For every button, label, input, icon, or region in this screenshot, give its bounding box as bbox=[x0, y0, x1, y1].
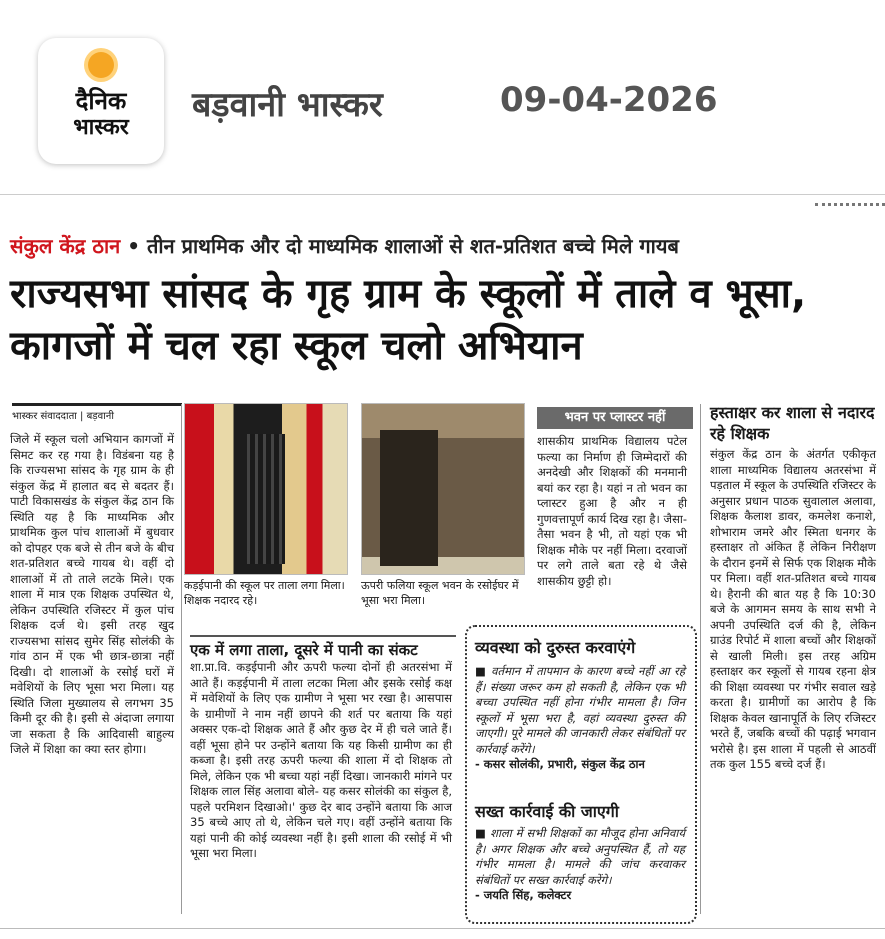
photo-2-caption: ऊपरी फलिया स्कूल भवन के रसोईघर में भूसा भरा मिला। bbox=[361, 579, 519, 607]
kitchen-fodder-photo bbox=[361, 403, 525, 575]
dotted-rule bbox=[815, 203, 885, 206]
logo-text-line2: भास्कर bbox=[73, 115, 129, 140]
edition-name: बड़वानी भास्कर bbox=[192, 85, 383, 125]
photo-1-caption: कड़ईपानी की स्कूल पर ताला लगा मिला। शिक्षक नदारद रहे। bbox=[184, 579, 345, 607]
page-bottom-rule bbox=[0, 928, 885, 929]
kicker-place: संकुल केंद्र ठान bbox=[10, 234, 121, 258]
teachers-subhead: हस्ताक्षर कर शाला से नदारद रहे शिक्षक bbox=[710, 403, 875, 443]
gate-grill bbox=[247, 434, 285, 564]
doorway bbox=[380, 430, 438, 566]
quote-1-head: व्यवस्था को दुरुस्त करवाएंगे bbox=[475, 638, 636, 657]
dainik-bhaskar-logo bbox=[38, 38, 164, 164]
plaster-subhead: भवन पर प्लास्टर नहीं bbox=[537, 407, 693, 429]
quote-2 bbox=[475, 826, 685, 904]
kicker-text: • तीन प्राथमिक और दो माध्यमिक शालाओं से शत-प्रतिशत बच्चे मिले गायब bbox=[120, 234, 679, 258]
column-3-text: शासकीय प्राथमिक विद्यालय पटेल फल्या का निर्माण ही जिम्मेदारों की अनदेखी और शिक्षकों की मनमानी बयां कर रहा है। यहां न तो भवन का प्लास्टर हुआ है और न ही गुणवत्तापूर्ण कार्य दिख रहा है। जैसा-तैसा भवन है भी, तो यहां एक भी शिक्षक मौके पर नहीं मिला। दरवाजों पर लगे ताले बता रहे थे जैसे शासकीय छुट्टी हो। bbox=[537, 434, 687, 588]
logo-text-line1: दैनिक bbox=[75, 87, 127, 115]
lock-water-subhead: एक में लगा ताला, दूसरे में पानी का संकट bbox=[190, 635, 456, 660]
column-divider bbox=[700, 404, 701, 914]
headline: राज्यसभा सांसद के गृह ग्राम के स्कूलों में ताले व भूसा, कागजों में चल रहा स्कूल चलो अभियान bbox=[10, 271, 807, 369]
quote-1 bbox=[475, 664, 685, 773]
school-lock-photo bbox=[184, 403, 348, 575]
quote-2-text: ■ शाला में सभी शिक्षकों का मौजूद होना अनिवार्य है। अगर शिक्षक और बच्चे अनुपस्थित हैं, तो यह गंभीर मामला है। मामले की जांच करवाकर संबंधितों पर सख्त कार्रवाई करेंगे। bbox=[475, 826, 685, 887]
quote-2-signature: - जयति सिंह, कलेक्टर bbox=[475, 888, 572, 902]
column-4-text: संकुल केंद्र ठान के अंतर्गत एकीकृत शाला माध्यमिक विद्यालय अतरसंभा में पड़ताल में स्कूल के उपस्थिति रजिस्टर के अनुसार प्रधान पाठक सुवालाल अलावा, शिक्षक कैलाश डावर, कमलेश कनाशे, शोभाराम जमरे और स्मिता धनगर के हस्ताक्षर तो अंकित हैं लेकिन निरीक्षण के दौरान इनमें से सिर्फ एक शिक्षक मौके पर मिला। वहीं शत-प्रतिशत बच्चे गायब थे। हैरानी की बात यह है कि 10:30 बजे के आगमन समय के साथ सभी ने अपनी उपस्थिति दर्ज की है, लेकिन ग्राउंड रिपोर्ट में शाला बच्चों और शिक्षकों से खाली मिली। इस तरह अग्रिम हस्ताक्षर कर स्कूलों से गायब रहना क्षेत्र की शिक्षा व्यवस्था पर गंभीर सवाल खड़े करता है। ग्रामीणों का आरोप है कि शिक्षक केवल खानापूर्ति के लिए रजिस्टर भरते हैं, जबकि बच्चों की पढ़ाई भगवान भरोसे है। इस शाला में पहली से आठवीं तक कुल 155 बच्चे दर्ज हैं। bbox=[710, 447, 876, 771]
byline: भास्कर संवाददाता | बड़वानी bbox=[12, 403, 182, 422]
lock-water-text: शा.प्रा.वि. कड़ईपानी और ऊपरी फल्या दोनों ही अतरसंभा में आते हैं। कड़ईपानी में ताला लटका मिला और इसके रसोई कक्ष में मवेशियों के लिए एक ग्रामीण ने भूसा भर रखा है। आसपास के ग्रामीणों ने नाम नहीं छापने की शर्त पर बताया कि यहां अक्सर एक-दो शिक्षक आते हैं और कुछ देर में ही चले जाते हैं। वहीं भूसा होने पर उन्होंने बताया कि यह किसी ग्रामीण का ही कब्जा है। इसी तरह ऊपरी फल्या की शाला में दो शिक्षक तो मिले, लेकिन एक भी बच्चा यहां नहीं दिखा। जानकारी मांगने पर शिक्षक लाल सिंह अलावा बोले- यह कसर सोलंकी का संकुल है, पहले परमिशन दिखाओ।' कुछ देर बाद उन्होंने बताया कि आज 35 बच्चे आए तो थे, लेकिन चले गए। वहीं उन्होंने बताया कि यहां पानी की कोई व्यवस्था नहीं है। इसी शाला की रसोई में भी भूसा भरा मिला। bbox=[190, 660, 452, 860]
column-1-text: जिले में स्कूल चलो अभियान कागजों में सिमट कर रह गया है। विडंबना यह है कि राज्यसभा सांसद के गृह ग्राम के ही संकुल केंद्र में हालात बद से बदतर हैं। पाटी विकासखंड के संकुल केंद्र ठान कि स्थिति यह है कि माध्यमिक और प्राथमिक कुल पांच शालाओं में बुधवार को दोपहर एक बजे से तीन बजे के बीच शत-प्रतिशत बच्चे गायब थे। वहीं दो शालाओं में तो ताले लटके मिले। एक शाला में मात्र एक शिक्षक उपस्थित थे, लेकिन उपस्थिति रजिस्टर में कुल पांच शिक्षक दर्ज थे। इसी तरह खुद राज्यसभा सांसद सुमेर सिंह सोलंकी के गांव ठान में एक भी छात्र-छात्रा नहीं दिखी। दो शालाओं के रसोई घरों में मवेशियों के लिए भूसा भरा मिला। यह स्थिति जिला मुख्यालय से लगभग 35 किमी दूर की है। इसी से अंदाजा लगाया जा सकता है कि आदिवासी बाहुल्य जिले में शिक्षा का क्या स्तर होगा। bbox=[10, 432, 174, 756]
edition-date: 09-04-2026 bbox=[500, 80, 718, 120]
column-divider bbox=[181, 404, 182, 914]
quote-1-signature: - कसर सोलंकी, प्रभारी, संकुल केंद्र ठान bbox=[475, 757, 645, 771]
sun-icon bbox=[88, 52, 114, 78]
quote-1-text: ■ वर्तमान में तापमान के कारण बच्चे नहीं आ रहे हैं। संख्या जरूर कम हो सकती है, लेकिन एक भी बच्चा उपस्थित नहीं होना गंभीर मामला है। जिन स्कूलों में भूसा भरा है, वहां व्यवस्था दुरुस्त की जाएगी। पूरे मामले की जानकारी लेकर संबंधितों पर कार्रवाई करेंगे। bbox=[475, 664, 685, 756]
quote-2-head: सख्त कार्रवाई की जाएगी bbox=[475, 802, 619, 821]
kicker bbox=[10, 232, 679, 259]
header-divider bbox=[0, 194, 885, 195]
